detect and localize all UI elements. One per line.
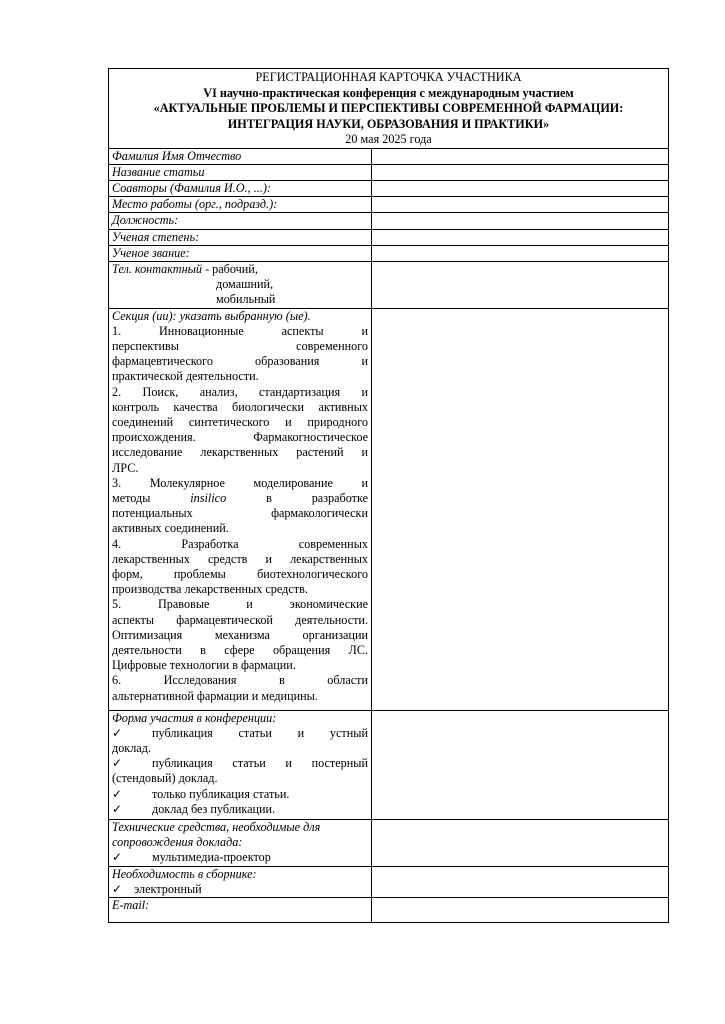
- article-input[interactable]: [372, 164, 669, 180]
- collection-cell: [109, 866, 372, 897]
- phone-home-label: домашний,: [216, 277, 274, 292]
- phone-label-cell: [109, 261, 372, 308]
- section-5-line3: Оптимизация механизма организации: [112, 627, 368, 642]
- section-2-line5: исследование лекарственных растений и: [112, 445, 368, 460]
- section-5-line1: 5. Правовые и экономические: [112, 597, 368, 612]
- participation-option-4[interactable]: [112, 802, 368, 817]
- check-icon: ✓: [112, 725, 123, 740]
- phone-mobile-label: мобильный: [216, 292, 276, 307]
- collection-option-electronic-text: электронный: [134, 881, 202, 896]
- fio-input[interactable]: [372, 148, 669, 164]
- workplace-input[interactable]: [372, 197, 669, 213]
- check-icon: ✓: [112, 786, 123, 801]
- check-icon: ✓: [112, 756, 123, 771]
- participation-input[interactable]: [372, 710, 669, 819]
- degree-input[interactable]: [372, 229, 669, 245]
- registration-card: [108, 68, 669, 923]
- section-3-line3: потенциальных фармакологически: [112, 506, 368, 521]
- section-4-line4: производства лекарственных средств.: [112, 582, 308, 597]
- section-3-development: в разработке: [226, 490, 368, 505]
- conference-theme-line1: «АКТУАЛЬНЫЕ ПРОБЛЕМЫ И ПЕРСПЕКТИВЫ СОВРЕМЕННОЙ ФАРМАЦИИ:: [153, 101, 624, 115]
- section-1-line2: перспективы современного: [112, 338, 368, 353]
- coauthors-input[interactable]: [372, 180, 669, 196]
- article-label: Название статьи: [109, 164, 372, 180]
- participation-option-3[interactable]: [112, 787, 368, 802]
- conference-name: VI научно-практическая конференция с международным участием: [203, 85, 574, 100]
- section-1-line4: практической деятельности.: [112, 369, 259, 384]
- sections-label: Секция (ии): указать выбранную (ые).: [112, 308, 311, 323]
- participation-option-1-text: публикация статьи и устный: [152, 725, 368, 740]
- sections-input[interactable]: [372, 308, 669, 710]
- participation-option-3-text: только публикация статьи.: [152, 786, 290, 801]
- email-input[interactable]: [372, 897, 669, 922]
- tech-option-projector-text: мультимедиа-проектор: [152, 849, 271, 864]
- tech-option-projector[interactable]: [112, 850, 368, 865]
- participation-option-2[interactable]: [112, 756, 368, 771]
- academic-title-input[interactable]: [372, 245, 669, 261]
- check-icon: ✓: [112, 801, 123, 816]
- participation-option-2-text: публикация статьи и постерный: [152, 756, 368, 771]
- section-4-line3: форм, проблемы биотехнологического: [112, 566, 368, 581]
- section-4-line1: 4. Разработка современных: [112, 536, 368, 551]
- position-label: Должность:: [109, 213, 372, 229]
- tech-label-line1: Технические средства, необходимые для: [112, 819, 321, 834]
- section-6-line2: альтернативной фармации и медицины.: [112, 688, 318, 703]
- conference-date: 20 мая 2025 года: [345, 132, 432, 146]
- section-3-insilico: insilico: [190, 490, 227, 505]
- section-5-line2: аспекты фармацевтической деятельности.: [112, 612, 368, 627]
- section-5-line4: деятельности в сфере обращения ЛС.: [112, 643, 368, 657]
- section-1-line3: фармацевтического образования и: [112, 354, 368, 369]
- section-6-line1: 6. Исследования в области: [112, 673, 368, 688]
- section-2-line4: происхождения. Фармакогностическое: [112, 430, 368, 445]
- card-title: РЕГИСТРАЦИОННАЯ КАРТОЧКА УЧАСТНИКА: [255, 70, 522, 84]
- section-3-methods: методы: [112, 490, 191, 505]
- check-icon: ✓: [112, 881, 123, 896]
- section-2-line1: 2. Поиск, анализ, стандартизация и: [112, 384, 368, 399]
- section-5-line5: Цифровые технологии в фармации.: [112, 658, 296, 673]
- tech-label-line2: сопровождения доклада:: [112, 834, 243, 849]
- degree-label: Ученая степень:: [109, 229, 372, 245]
- participation-option-2-cont: (стендовый) доклад.: [112, 771, 218, 786]
- collection-input[interactable]: [372, 866, 669, 897]
- section-3-line1: 3. Молекулярное моделирование и: [112, 475, 368, 490]
- collection-label: Необходимость в сборнике:: [112, 866, 257, 881]
- section-2-line3: соединений синтетического и природного: [112, 414, 368, 429]
- section-2-line2: контроль качества биологически активных: [112, 399, 368, 414]
- section-1-line1: 1. Инновационные аспекты и: [112, 323, 368, 338]
- fio-label: Фамилия Имя Отчество: [109, 148, 372, 164]
- participation-option-1-cont: доклад.: [112, 740, 151, 755]
- participation-option-1[interactable]: [112, 726, 368, 741]
- check-icon: ✓: [112, 849, 123, 864]
- position-input[interactable]: [372, 213, 669, 229]
- participation-cell: [109, 710, 372, 819]
- section-3-line4: активных соединений.: [112, 521, 229, 536]
- academic-title-label: Ученое звание:: [109, 245, 372, 261]
- card-header: [109, 69, 669, 149]
- section-4-line2: лекарственных средств и лекарственных: [112, 551, 368, 566]
- section-3-line2: [112, 491, 368, 506]
- collection-option-electronic[interactable]: [112, 882, 368, 897]
- sections-cell: [109, 308, 372, 710]
- conference-theme-line2: ИНТЕГРАЦИЯ НАУКИ, ОБРАЗОВАНИЯ И ПРАКТИКИ»: [227, 116, 550, 131]
- phone-work-label: - рабочий,: [202, 261, 258, 276]
- phone-input[interactable]: [372, 261, 669, 308]
- section-2-line6: ЛРС.: [112, 460, 139, 475]
- email-label: E-mail:: [109, 897, 372, 922]
- tech-cell: [109, 819, 372, 866]
- participation-option-4-text: доклад без публикации.: [152, 801, 276, 816]
- coauthors-label: Соавторы (Фамилия И.О., ...):: [109, 180, 372, 196]
- workplace-label: Место работы (орг., подразд.):: [109, 197, 372, 213]
- tech-input[interactable]: [372, 819, 669, 866]
- participation-label: Форма участия в конференции:: [112, 710, 277, 725]
- phone-label: Тел. контактный: [112, 261, 203, 276]
